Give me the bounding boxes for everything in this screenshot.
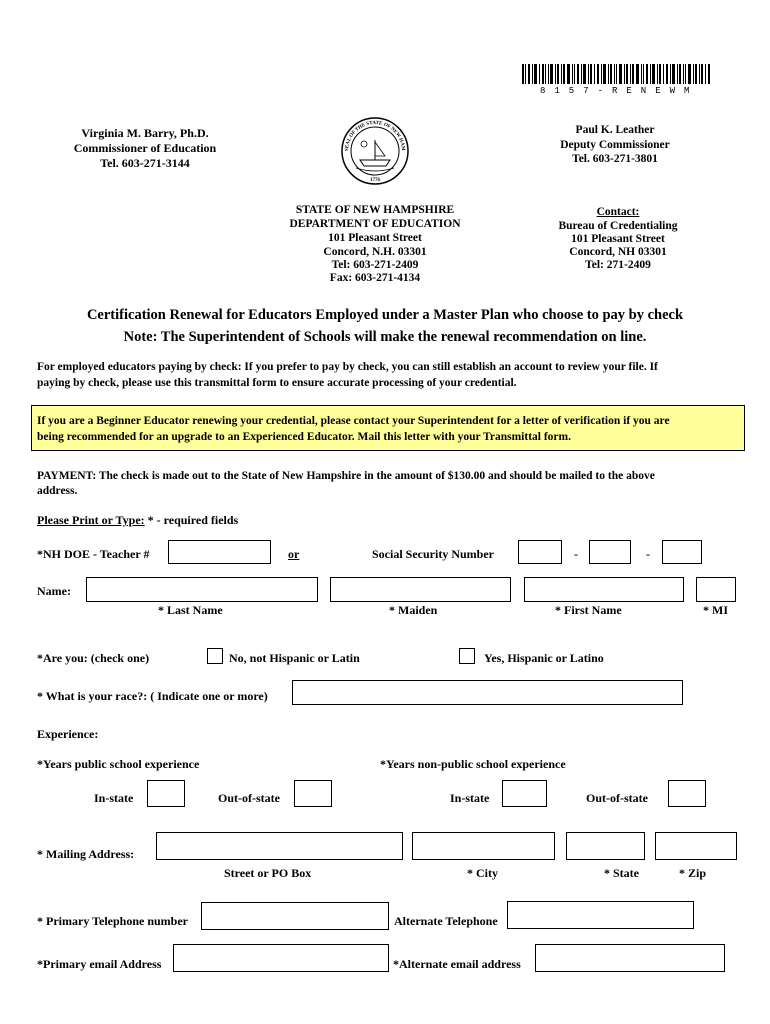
state-caption: * State xyxy=(604,866,639,880)
state-input[interactable] xyxy=(566,832,645,860)
first-name-caption: * First Name xyxy=(555,603,622,617)
first-name-input[interactable] xyxy=(524,577,684,602)
nonpublic-experience-label: *Years non-public school experience xyxy=(380,757,566,771)
contact-bureau: Bureau of Credentialing xyxy=(558,220,678,232)
contact-city: Concord, NH 03301 xyxy=(569,246,667,258)
city-input[interactable] xyxy=(412,832,555,860)
teacher-number-input[interactable] xyxy=(168,540,271,564)
public-outofstate-label: Out-of-state xyxy=(218,791,280,805)
teacher-number-label: *NH DOE - Teacher # xyxy=(37,547,150,561)
dept-tel: Tel: 603-271-2409 xyxy=(331,259,419,271)
nonpublic-outofstate-label: Out-of-state xyxy=(586,791,648,805)
page-subtitle: Note: The Superintendent of Schools will make the renewal recommendation on line. xyxy=(123,329,647,345)
ssn-label: Social Security Number xyxy=(372,547,494,561)
contact-tel: Tel: 271-2409 xyxy=(585,259,651,271)
payment-line-2: address. xyxy=(37,485,78,497)
public-experience-label: *Years public school experience xyxy=(37,757,200,771)
state-seal-icon xyxy=(340,112,410,190)
notice-line-2: being recommended for an upgrade to an Experienced Educator. Mail this letter with your Transmittal form. xyxy=(37,431,571,443)
hispanic-checkbox[interactable] xyxy=(459,648,475,664)
notice-line-1: If you are a Beginner Educator renewing your credential, please contact your Superintendent for a letter of verification if you are xyxy=(37,415,670,427)
dept-fax: Fax: 603-271-4134 xyxy=(329,272,421,284)
nonpublic-instate-input[interactable] xyxy=(502,780,547,807)
last-name-input[interactable] xyxy=(86,577,318,602)
ssn-dash-2: - xyxy=(646,547,650,561)
barcode-text: 8157-RENEWM xyxy=(540,86,699,96)
page-title: Certification Renewal for Educators Employed under a Master Plan who choose to pay by check xyxy=(86,307,684,323)
ssn-dash-1: - xyxy=(574,547,578,561)
street-caption: Street or PO Box xyxy=(224,866,312,880)
commissioner-tel: Tel. 603-271-3144 xyxy=(100,156,190,170)
ethnicity-label: *Are you: (check one) xyxy=(37,651,150,665)
maiden-name-input[interactable] xyxy=(330,577,511,602)
dept-state: STATE OF NEW HAMPSHIRE xyxy=(295,204,455,216)
alternate-phone-label: Alternate Telephone xyxy=(394,914,498,928)
middle-initial-input[interactable] xyxy=(696,577,736,602)
race-label: * What is your race?: ( Indicate one or more) xyxy=(37,689,268,703)
race-input[interactable] xyxy=(292,680,683,705)
zip-caption: * Zip xyxy=(679,866,707,880)
experience-label: Experience: xyxy=(37,727,99,741)
dept-city: Concord, N.H. 03301 xyxy=(323,246,427,258)
mailing-address-label: * Mailing Address: xyxy=(37,847,135,861)
public-instate-label: In-state xyxy=(94,791,134,805)
street-input[interactable] xyxy=(156,832,403,860)
print-label: Please Print or Type: xyxy=(37,513,145,527)
mi-caption: * MI xyxy=(703,603,728,617)
not-hispanic-label: No, not Hispanic or Latin xyxy=(229,651,360,665)
seal-year: 1776 xyxy=(370,178,380,183)
zip-input[interactable] xyxy=(655,832,737,860)
public-outofstate-input[interactable] xyxy=(294,780,332,807)
ssn-part3-input[interactable] xyxy=(662,540,702,564)
alternate-phone-input[interactable] xyxy=(507,901,694,929)
dept-name: DEPARTMENT OF EDUCATION xyxy=(289,218,461,230)
commissioner-name: Virginia M. Barry, Ph.D. xyxy=(81,126,209,140)
deputy-name: Paul K. Leather xyxy=(575,124,655,136)
alternate-email-label: *Alternate email address xyxy=(393,957,521,971)
barcode xyxy=(522,64,710,84)
ssn-part1-input[interactable] xyxy=(518,540,562,564)
intro-line-2: paying by check, please use this transmittal form to ensure accurate processing of your credential. xyxy=(37,377,517,389)
maiden-caption: * Maiden xyxy=(389,603,438,617)
print-instruction xyxy=(37,513,238,528)
required-note: * - required fields xyxy=(144,513,239,527)
primary-email-label: *Primary email Address xyxy=(37,957,162,971)
seal-top-text: SEAL OF THE STATE OF NEW HAM xyxy=(344,120,406,152)
ssn-part2-input[interactable] xyxy=(589,540,631,564)
payment-line-1: PAYMENT: The check is made out to the State of New Hampshire in the amount of $130.00 and should be mailed to the above xyxy=(37,470,655,482)
primary-phone-label: * Primary Telephone number xyxy=(37,914,189,928)
alternate-email-input[interactable] xyxy=(535,944,725,972)
dept-street: 101 Pleasant Street xyxy=(328,232,422,244)
public-instate-input[interactable] xyxy=(147,780,185,807)
name-label: Name: xyxy=(37,584,71,598)
primary-email-input[interactable] xyxy=(173,944,389,972)
primary-phone-input[interactable] xyxy=(201,902,389,930)
deputy-tel: Tel. 603-271-3801 xyxy=(572,153,658,165)
hispanic-label: Yes, Hispanic or Latino xyxy=(484,651,604,665)
commissioner-title: Commissioner of Education xyxy=(73,141,217,155)
contact-label: Contact: xyxy=(596,206,640,218)
last-name-caption: * Last Name xyxy=(158,603,223,617)
nonpublic-instate-label: In-state xyxy=(450,791,490,805)
city-caption: * City xyxy=(467,866,498,880)
deputy-title: Deputy Commissioner xyxy=(560,139,670,151)
contact-street: 101 Pleasant Street xyxy=(571,233,665,245)
not-hispanic-checkbox[interactable] xyxy=(207,648,223,664)
or-label: or xyxy=(288,547,300,561)
intro-line-1: For employed educators paying by check: If you prefer to pay by check, you can still establish an account to review your file. If xyxy=(37,361,658,373)
nonpublic-outofstate-input[interactable] xyxy=(668,780,706,807)
